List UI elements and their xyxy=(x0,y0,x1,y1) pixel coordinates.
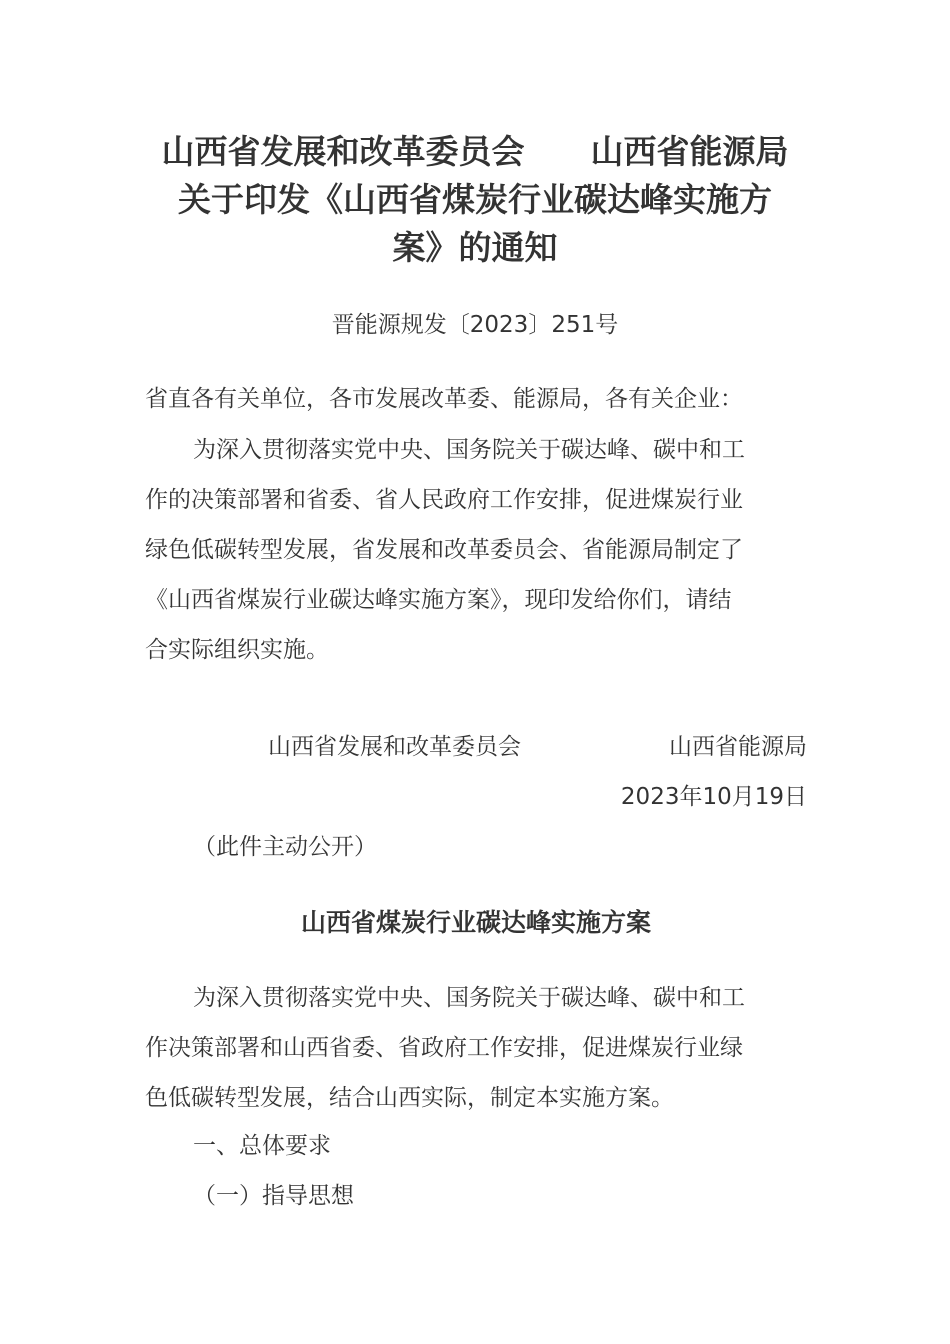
plan-intro-line: 为深入贯彻落实党中央、国务院关于碳达峰、碳中和工 xyxy=(193,985,745,1011)
title-line-1: 山西省发展和改革委员会 山西省能源局 xyxy=(161,132,789,171)
notice-body-line: 合实际组织实施。 xyxy=(145,637,329,663)
notice-body-line: 为深入贯彻落实党中央、国务院关于碳达峰、碳中和工 xyxy=(193,437,745,463)
title-line-2: 关于印发《山西省煤炭行业碳达峰实施方 xyxy=(178,180,772,219)
title-line-3: 案》的通知 xyxy=(392,228,558,267)
plan-intro xyxy=(145,973,807,1123)
subsection-heading-1: （一）指导思想 xyxy=(193,1183,354,1209)
document-number: 晋能源规发〔2023〕251号 xyxy=(331,312,619,338)
issue-date: 2023年10月19日 xyxy=(620,784,807,810)
plan-title: 山西省煤炭行业碳达峰实施方案 xyxy=(300,908,651,937)
plan-intro-line: 作决策部署和山西省委、省政府工作安排，促进煤炭行业绿 xyxy=(145,1035,743,1061)
notice-body-line: 绿色低碳转型发展，省发展和改革委员会、省能源局制定了 xyxy=(145,537,743,563)
notice-title xyxy=(145,128,805,272)
notice-body xyxy=(145,425,807,675)
addressee: 省直各有关单位，各市发展改革委、能源局，各有关企业： xyxy=(145,386,743,412)
notice-body-line: 《山西省煤炭行业碳达峰实施方案》，现印发给你们，请结 xyxy=(145,587,732,613)
notice-body-line: 作的决策部署和省委、省人民政府工作安排，促进煤炭行业 xyxy=(145,487,743,513)
plan-intro-line: 色低碳转型发展，结合山西实际，制定本实施方案。 xyxy=(145,1085,674,1111)
signature-ndrc: 山西省发展和改革委员会 xyxy=(268,734,521,760)
section-heading-1: 一、总体要求 xyxy=(193,1133,331,1159)
signature-energy-bureau: 山西省能源局 xyxy=(669,734,807,760)
disclosure-note: （此件主动公开） xyxy=(193,834,377,860)
